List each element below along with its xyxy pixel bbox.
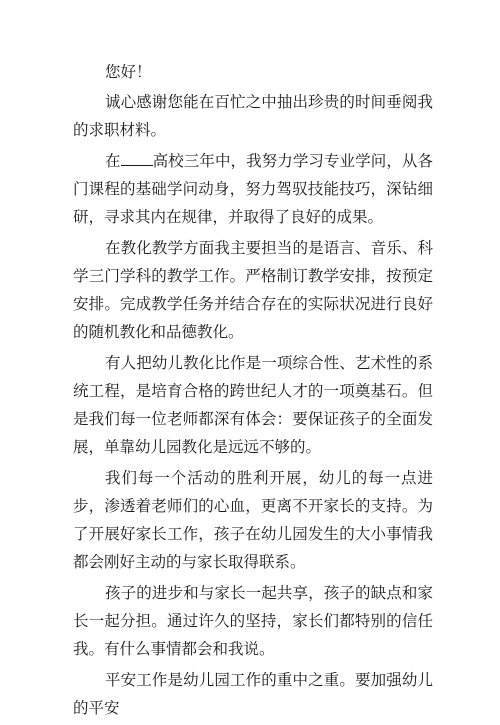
paragraph-parent-work: 我们每一个活动的胜利开展，幼儿的每一点进步，渗透着老师们的心血，更离不开家长的支持。为了开展好家长工作，孩子在幼儿园发生的大小事情我都会刚好主动的与家长取得联系。 (73, 469, 433, 571)
greeting: 您好！ (105, 63, 152, 81)
paragraph-education-view: 有人把幼儿教化比作是一项综合性、艺术性的系统工程，是培育合格的跨世纪人才的一项奠基石。但是我们每一位老师都深有体会：要保证孩子的全面发展，单靠幼儿园教化是远远不够的。 (73, 354, 433, 456)
paragraph-teaching: 在教化教学方面我主要担当的是语言、音乐、科学三门学科的教学工作。严格制订教学安排，按预定安排。完成教学任务并结合存在的实际状况进行良好的随机教化和品德教化。 (73, 239, 433, 341)
paragraph-studies (73, 147, 433, 231)
paragraph-studies-prefix: 在 (105, 152, 121, 170)
blank-school-name (121, 149, 153, 166)
letter-body (73, 58, 433, 725)
paragraph-studies-text: 高校三年中，我努力学习专业学问，从各门课程的基础学问动身，努力驾驭技能技巧，深钻细研，寻求其内在规律，并取得了良好的成果。 (73, 152, 433, 226)
paragraph-thanks: 诚心感谢您能在百忙之中抽出珍贵的时间垂阅我的求职材料。 (73, 93, 433, 139)
paragraph-sharing: 孩子的进步和与家长一起共享，孩子的缺点和家长一起分担。通过许久的坚持，家长们都特别的信任我。有什么事情都会和我说。 (73, 584, 433, 658)
paragraph-safety: 平安工作是幼儿园工作的重中之重。要加强幼儿的平安 (73, 671, 433, 717)
